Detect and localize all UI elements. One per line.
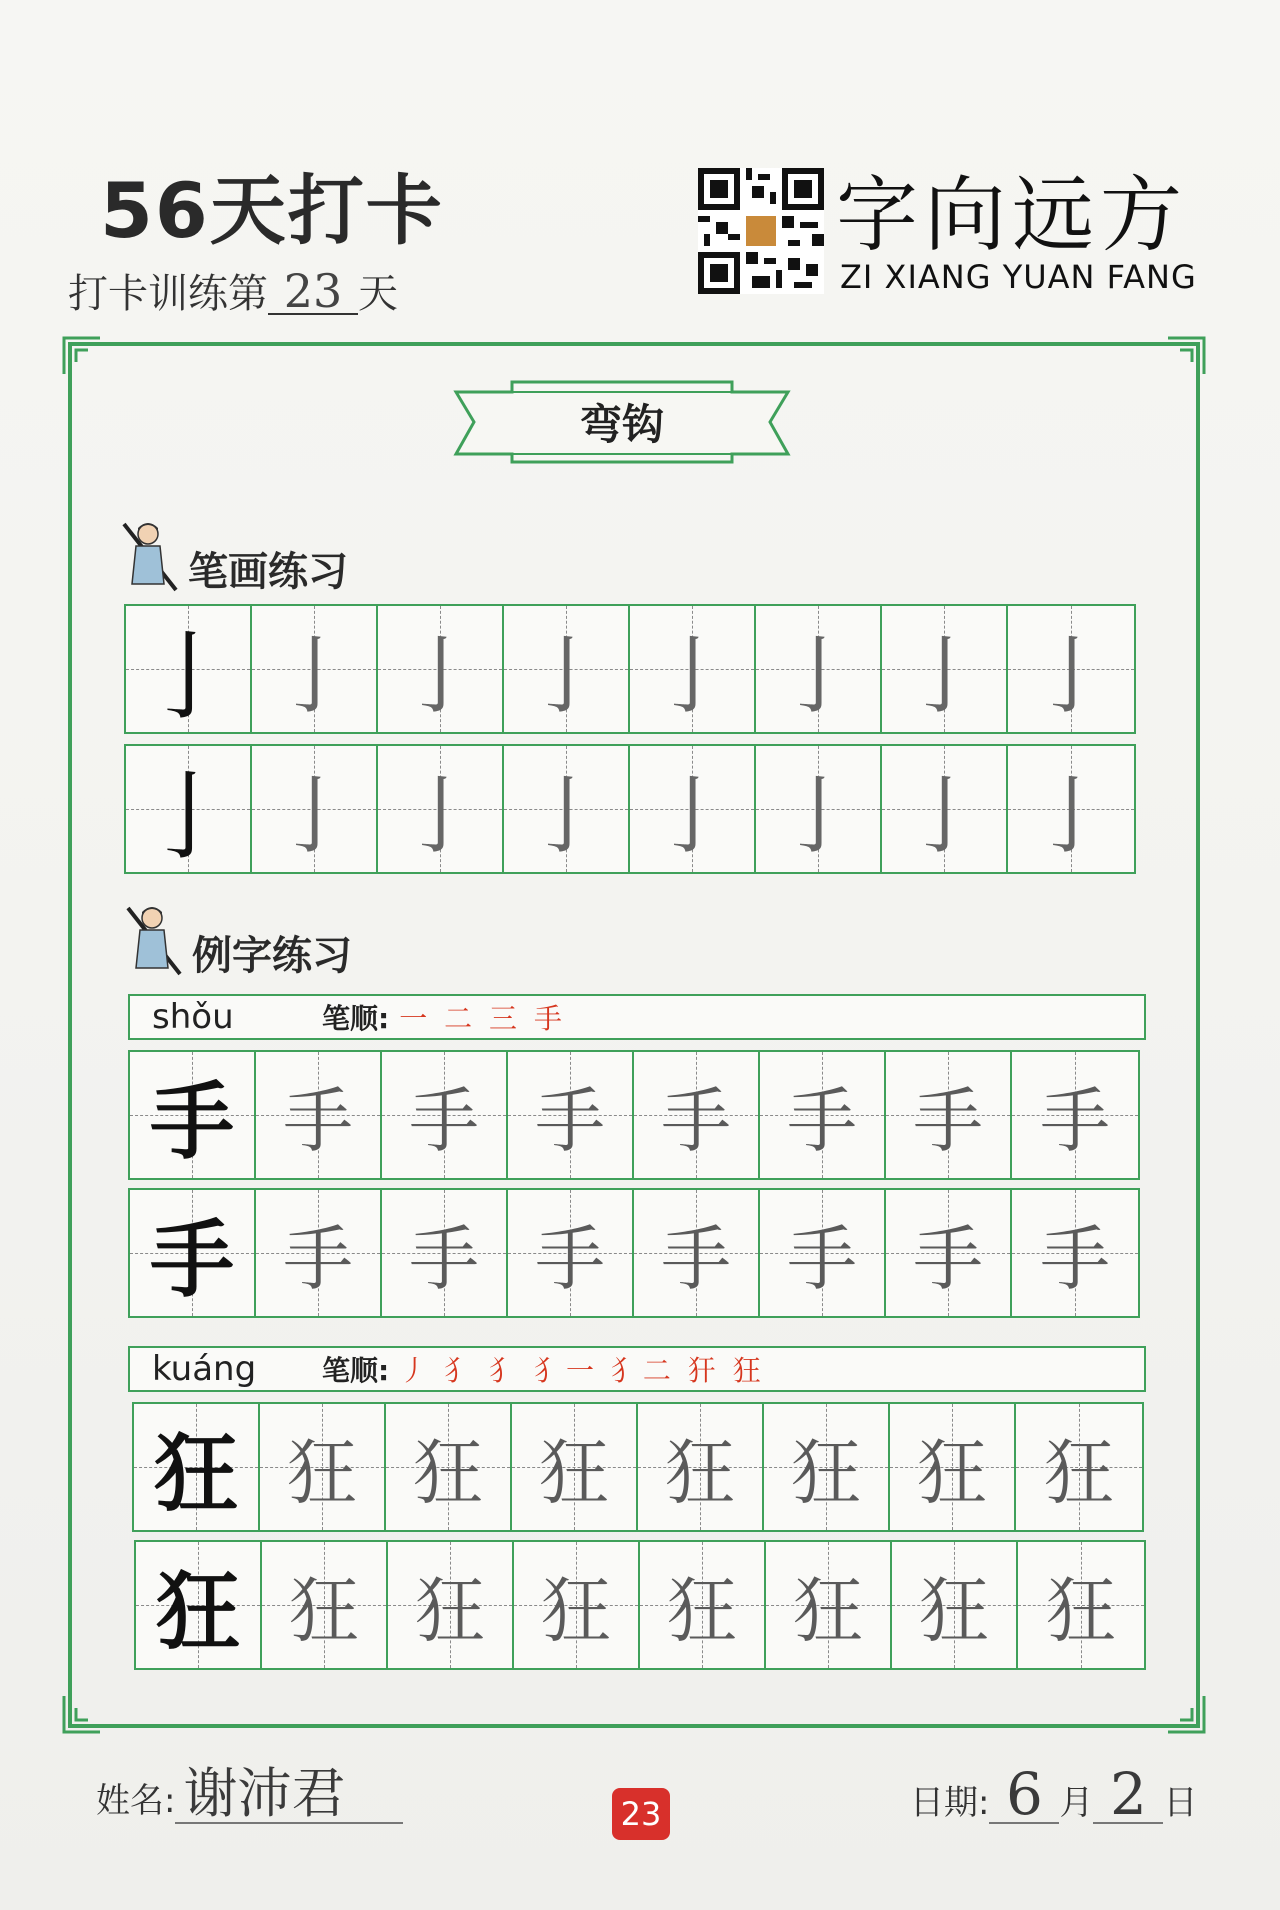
stroke-order-steps (399, 1349, 765, 1389)
stroke-step: 犭二 (610, 1354, 675, 1387)
practice-cell (252, 746, 378, 872)
character-grid-row (132, 1402, 1144, 1532)
practice-cell (1012, 1052, 1138, 1178)
stroke-practice: 亅 (397, 626, 482, 725)
student-name (96, 1762, 403, 1825)
stroke-grid-row (124, 604, 1136, 734)
stroke-practice: 亅 (901, 626, 986, 725)
practice-cell (638, 1404, 764, 1530)
handwritten-character: 狂 (791, 1431, 861, 1514)
qr-code-icon (698, 168, 824, 294)
handwritten-character: 狂 (539, 1431, 609, 1514)
name-label: 姓名: (96, 1781, 176, 1821)
stroke-step: 犴 (687, 1354, 720, 1387)
name-value: 谢沛君 (175, 1766, 403, 1824)
practice-cell (1012, 1190, 1138, 1316)
stroke-model: 亅 (140, 760, 236, 873)
stroke-practice-title: 笔画练习 (188, 549, 348, 595)
stroke-practice: 亅 (775, 766, 860, 865)
stroke-order-steps (399, 997, 566, 1037)
stroke-grid-row (124, 744, 1136, 874)
handwritten-character: 手 (283, 1217, 353, 1300)
practice-cell (760, 1190, 886, 1316)
corner-ornament-icon (1166, 336, 1206, 376)
page-number-badge: 23 (612, 1788, 670, 1840)
stroke-step: 犭 (444, 1354, 477, 1387)
practice-cell (260, 1404, 386, 1530)
handwritten-character: 狂 (541, 1569, 611, 1652)
stroke-practice: 亅 (1028, 766, 1113, 865)
practice-cell (890, 1404, 1016, 1530)
practice-cell (756, 606, 882, 732)
brand-name-cn: 字向远方 (836, 168, 1189, 263)
lesson-title: 弯钩 (579, 400, 664, 449)
handwritten-character: 手 (1040, 1079, 1110, 1162)
stroke-practice: 亅 (775, 626, 860, 725)
month-value: 6 (989, 1766, 1059, 1824)
practice-cell (512, 1404, 638, 1530)
practice-cell (252, 606, 378, 732)
day-value: 2 (1093, 1766, 1163, 1824)
practice-cell (760, 1052, 886, 1178)
stroke-practice: 亅 (271, 626, 356, 725)
practice-cell (262, 1542, 388, 1668)
practice-cell (504, 746, 630, 872)
pinyin: shǒu (152, 997, 234, 1037)
practice-cell (378, 746, 504, 872)
handwritten-character: 手 (1040, 1217, 1110, 1300)
model-cell (130, 1052, 256, 1178)
stroke-practice: 亅 (523, 766, 608, 865)
stroke-practice: 亅 (901, 766, 986, 865)
handwritten-character: 手 (661, 1079, 731, 1162)
handwritten-character: 狂 (1046, 1569, 1116, 1652)
practice-cell (508, 1190, 634, 1316)
handwritten-character: 狂 (919, 1569, 989, 1652)
practice-cell (764, 1404, 890, 1530)
handwritten-character: 狂 (793, 1569, 863, 1652)
character-info-bar (128, 994, 1146, 1040)
practice-cell (882, 746, 1008, 872)
scholar-mascot-icon (122, 904, 186, 976)
challenge-title: 56天打卡 (100, 166, 444, 255)
day-suffix: 天 (358, 271, 398, 317)
character-grid-row (128, 1050, 1140, 1180)
stroke-practice: 亅 (1028, 626, 1113, 725)
handwritten-character: 狂 (413, 1431, 483, 1514)
brand-name-en: ZI XIANG YUAN FANG (840, 258, 1197, 296)
stroke-step: 犭一 (533, 1354, 598, 1387)
corner-ornament-icon (62, 1694, 102, 1734)
practice-cell (378, 606, 504, 732)
handwritten-character: 手 (661, 1217, 731, 1300)
handwritten-character: 狂 (665, 1431, 735, 1514)
model-character: 狂 (153, 1423, 238, 1523)
model-cell (130, 1190, 256, 1316)
practice-cell (514, 1542, 640, 1668)
character-grid-row (128, 1188, 1140, 1318)
practice-cell (882, 606, 1008, 732)
model-cell (126, 606, 252, 732)
practice-cell (256, 1190, 382, 1316)
model-character: 手 (149, 1071, 234, 1171)
practice-cell (634, 1190, 760, 1316)
stroke-order-label: 笔顺: (322, 1354, 390, 1387)
handwritten-character: 手 (283, 1079, 353, 1162)
stroke-practice: 亅 (649, 766, 734, 865)
stroke-step: 丿 (399, 1354, 432, 1387)
practice-cell (766, 1542, 892, 1668)
practice-cell (630, 746, 756, 872)
stroke-practice: 亅 (397, 766, 482, 865)
handwritten-character: 狂 (415, 1569, 485, 1652)
handwritten-character: 狂 (667, 1569, 737, 1652)
stroke-step: 一 (399, 1002, 432, 1035)
practice-cell (382, 1052, 508, 1178)
handwritten-character: 手 (787, 1079, 857, 1162)
handwritten-character: 手 (913, 1217, 983, 1300)
practice-cell (1008, 746, 1134, 872)
stroke-model: 亅 (140, 620, 236, 733)
character-info-bar (128, 1346, 1146, 1392)
practice-cell (504, 606, 630, 732)
pinyin: kuáng (152, 1349, 257, 1389)
practice-cell (1016, 1404, 1142, 1530)
practice-cell (508, 1052, 634, 1178)
practice-cell (386, 1404, 512, 1530)
handwritten-character: 手 (535, 1217, 605, 1300)
example-practice-title: 例字练习 (192, 933, 352, 979)
practice-cell (1018, 1542, 1144, 1668)
day-counter (68, 262, 398, 319)
day-value: 23 (268, 269, 358, 315)
corner-ornament-icon (1166, 1694, 1206, 1734)
day-suffix: 日 (1163, 1783, 1198, 1823)
handwritten-character: 手 (787, 1217, 857, 1300)
handwritten-character: 狂 (917, 1431, 987, 1514)
handwritten-character: 狂 (287, 1431, 357, 1514)
date-label: 日期: (910, 1783, 990, 1823)
practice-cell (756, 746, 882, 872)
practice-cell (388, 1542, 514, 1668)
practice-cell (886, 1190, 1012, 1316)
stroke-step: 二 (444, 1002, 477, 1035)
model-character: 手 (149, 1209, 234, 1309)
handwritten-character: 狂 (1044, 1431, 1114, 1514)
practice-cell (382, 1190, 508, 1316)
practice-cell (630, 606, 756, 732)
stroke-order-label: 笔顺: (322, 1002, 390, 1035)
stroke-step: 三 (489, 1002, 522, 1035)
character-grid-row (134, 1540, 1146, 1670)
practice-cell (1008, 606, 1134, 732)
model-character: 狂 (155, 1561, 240, 1661)
handwritten-character: 手 (409, 1079, 479, 1162)
model-cell (136, 1542, 262, 1668)
stroke-step: 犭 (489, 1354, 522, 1387)
handwritten-character: 手 (535, 1079, 605, 1162)
stroke-practice: 亅 (271, 766, 356, 865)
handwritten-character: 手 (913, 1079, 983, 1162)
practice-cell (892, 1542, 1018, 1668)
scholar-mascot-icon (118, 520, 182, 592)
practice-cell (634, 1052, 760, 1178)
handwritten-character: 手 (409, 1217, 479, 1300)
model-cell (134, 1404, 260, 1530)
handwritten-character: 狂 (289, 1569, 359, 1652)
practice-cell (640, 1542, 766, 1668)
practice-cell (886, 1052, 1012, 1178)
day-prefix: 打卡训练第 (68, 271, 268, 317)
date-field (910, 1760, 1198, 1828)
stroke-practice: 亅 (649, 626, 734, 725)
corner-ornament-icon (62, 336, 102, 376)
stroke-step: 狂 (732, 1354, 765, 1387)
practice-cell (256, 1052, 382, 1178)
stroke-practice: 亅 (523, 626, 608, 725)
stroke-step: 手 (533, 1002, 566, 1035)
model-cell (126, 746, 252, 872)
month-suffix: 月 (1059, 1783, 1094, 1823)
